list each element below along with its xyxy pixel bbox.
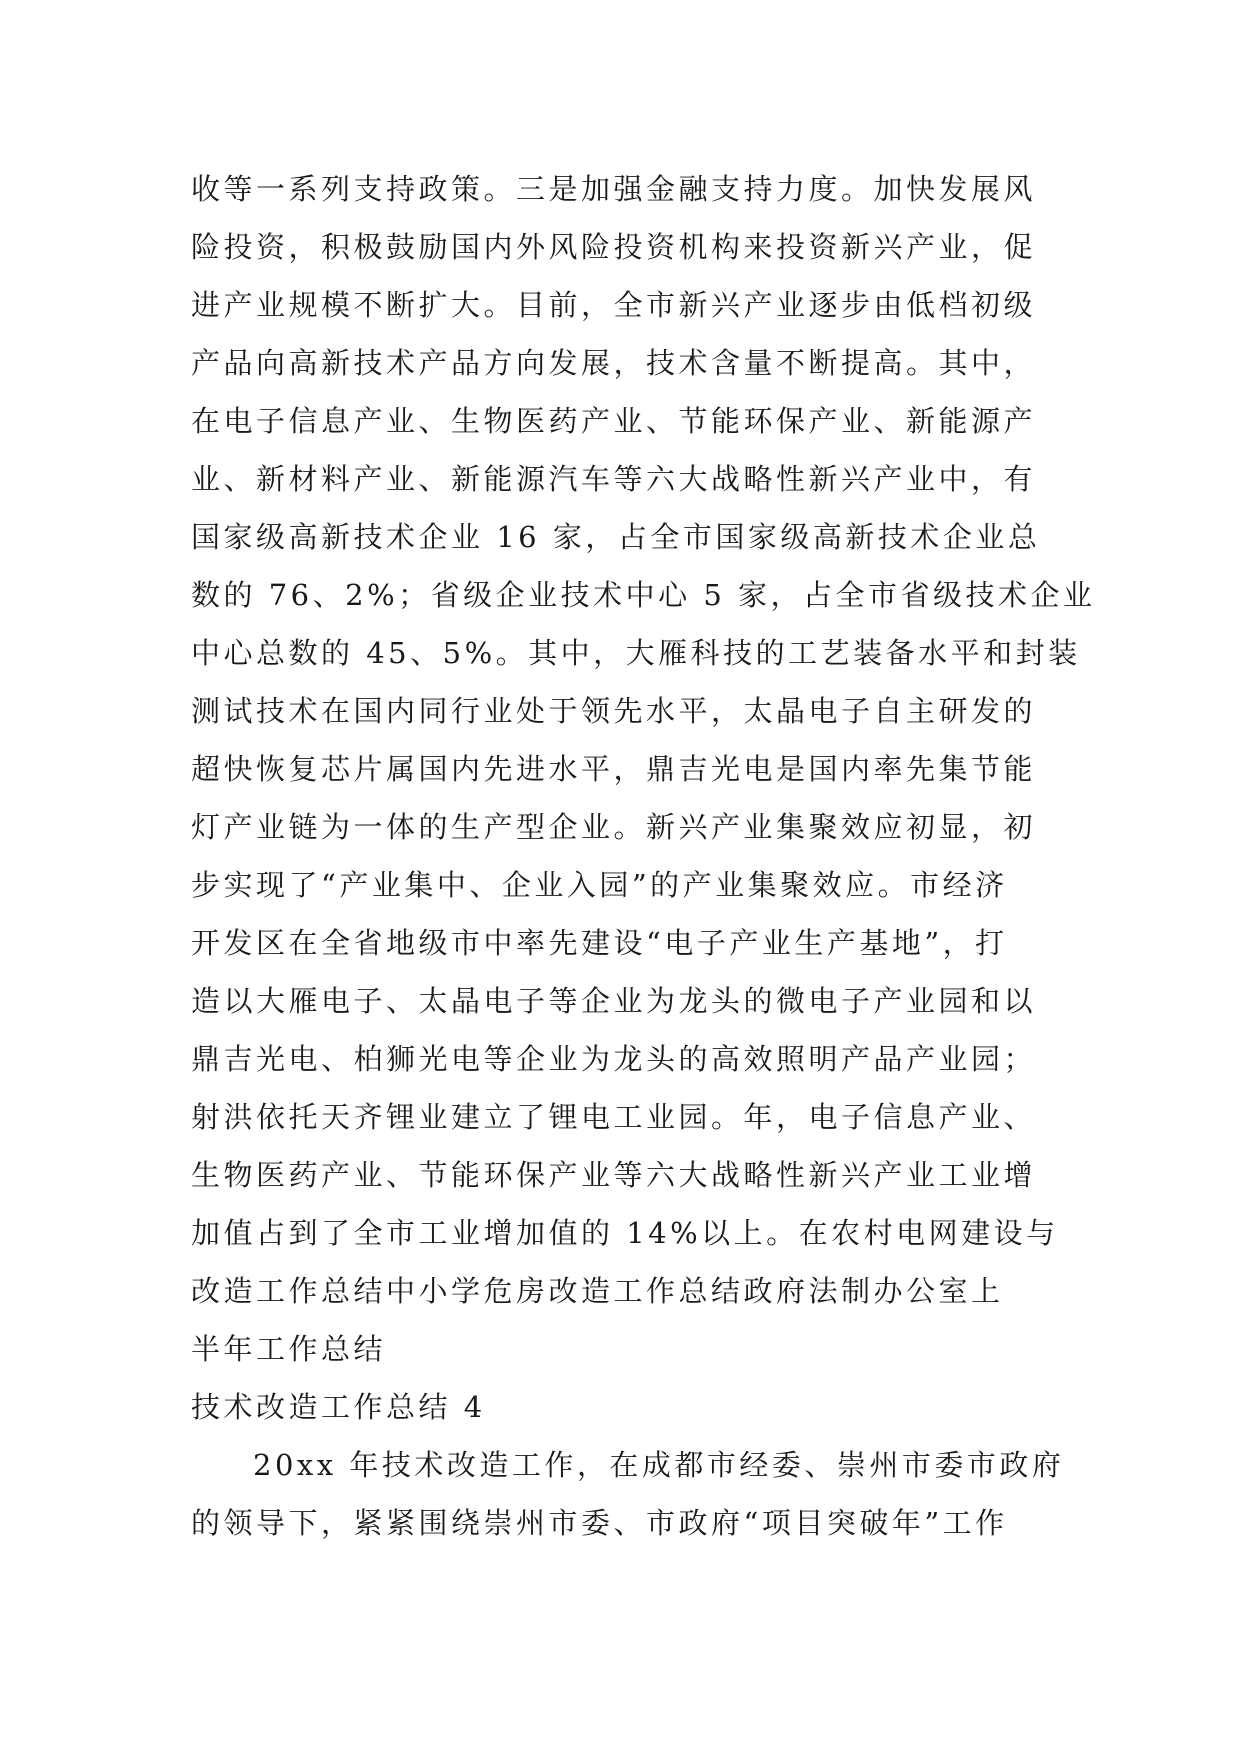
text-line: 国家级高新技术企业 16 家，占全市国家级高新技术企业总 xyxy=(191,520,1041,554)
text-line: 超快恢复芯片属国内先进水平，鼎吉光电是国内率先集节能 xyxy=(191,752,1037,786)
text-line: 测试技术在国内同行业处于领先水平，太晶电子自主研发的 xyxy=(191,694,1037,728)
text-line: 产品向高新技术产品方向发展，技术含量不断提高。其中， xyxy=(191,346,1037,380)
section-heading: 技术改造工作总结 4 xyxy=(191,1390,486,1424)
text-line: 加值占到了全市工业增加值的 14%以上。在农村电网建设与 xyxy=(191,1216,1059,1250)
text-line: 生物医药产业、节能环保产业等六大战略性新兴产业工业增 xyxy=(191,1158,1037,1192)
text-line: 步实现了“产业集中、企业入园”的产业集聚效应。市经济 xyxy=(191,868,1008,902)
text-line: 数的 76、2%；省级企业技术中心 5 家，占全市省级技术企业 xyxy=(191,578,1096,612)
text-line: 灯产业链为一体的生产型企业。新兴产业集聚效应初显，初 xyxy=(191,810,1037,844)
text-line: 造以大雁电子、太晶电子等企业为龙头的微电子产业园和以 xyxy=(191,984,1037,1018)
text-line: 险投资，积极鼓励国内外风险投资机构来投资新兴产业，促 xyxy=(191,230,1037,264)
text-line: 业、新材料产业、新能源汽车等六大战略性新兴产业中，有 xyxy=(191,462,1037,496)
document-body xyxy=(191,160,1096,1552)
text-line: 的领导下，紧紧围绕崇州市委、市政府“项目突破年”工作 xyxy=(191,1506,1008,1540)
text-line: 开发区在全省地级市中率先建设“电子产业生产基地”，打 xyxy=(191,926,1008,960)
text-line: 在电子信息产业、生物医药产业、节能环保产业、新能源产 xyxy=(191,404,1037,438)
text-line: 中心总数的 45、5%。其中，大雁科技的工艺装备水平和封装 xyxy=(191,636,1081,670)
text-line: 收等一系列支持政策。三是加强金融支持力度。加快发展风 xyxy=(191,172,1037,206)
text-line: 进产业规模不断扩大。目前，全市新兴产业逐步由低档初级 xyxy=(191,288,1037,322)
text-line: 射洪依托天齐锂业建立了锂电工业园。年，电子信息产业、 xyxy=(191,1100,1037,1134)
text-line: 20xx 年技术改造工作，在成都市经委、崇州市委市政府 xyxy=(253,1448,1065,1482)
text-line: 半年工作总结 xyxy=(191,1332,387,1366)
text-line: 鼎吉光电、柏狮光电等企业为龙头的高效照明产品产业园； xyxy=(191,1042,1037,1076)
text-line: 改造工作总结中小学危房改造工作总结政府法制办公室上 xyxy=(191,1274,1004,1308)
